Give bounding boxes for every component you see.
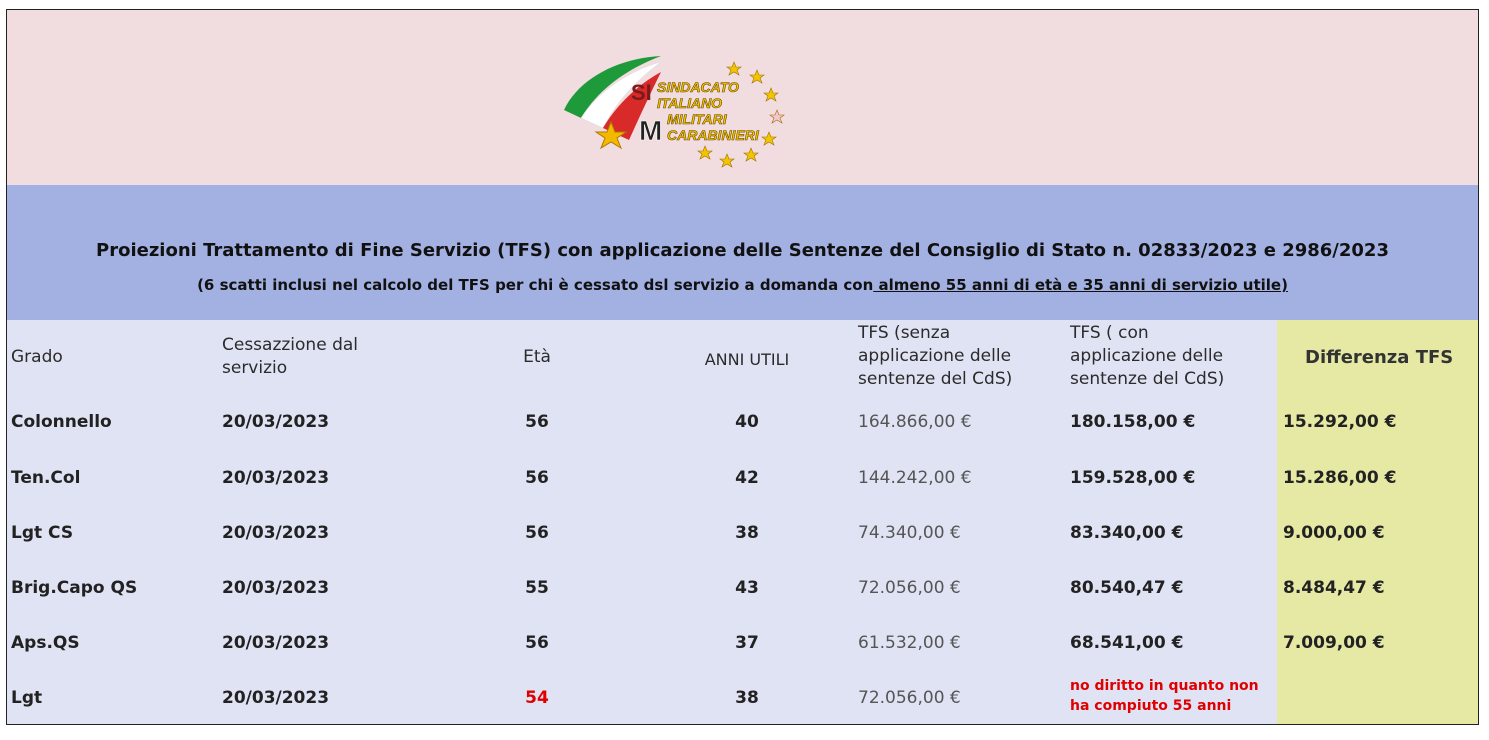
row-1-tfs-senza: 164.866,00 € <box>858 412 972 432</box>
row-4-anni: 43 <box>735 578 759 598</box>
document-frame <box>6 9 1479 725</box>
header-cessazione-line1: Cessazzione dal <box>222 335 358 355</box>
row-6-note-line1: no diritto in quanto non <box>1070 678 1259 694</box>
header-tfs-senza-line1: TFS (senza <box>858 323 951 343</box>
row-4-differenza: 8.484,47 € <box>1283 578 1385 598</box>
row-5-differenza: 7.009,00 € <box>1283 633 1385 653</box>
logo-monogram-m: M <box>639 115 663 146</box>
row-3-eta: 56 <box>525 523 549 543</box>
row-1-cessazione: 20/03/2023 <box>222 412 330 432</box>
row-3-tfs-senza: 74.340,00 € <box>858 523 961 543</box>
logo-text-1: SINDACATO <box>657 79 739 95</box>
row-2-eta: 56 <box>525 468 549 488</box>
header-anni-utili: ANNI UTILI <box>704 350 790 369</box>
header-cessazione <box>222 334 358 380</box>
row-3-cessazione: 20/03/2023 <box>222 523 330 543</box>
header-eta: Età <box>523 347 551 367</box>
row-5-eta: 56 <box>525 633 549 653</box>
header-tfs-con-line1: TFS ( con <box>1070 323 1149 343</box>
row-4-cessazione: 20/03/2023 <box>222 578 330 598</box>
header-tfs-con <box>1070 322 1224 391</box>
row-2-differenza: 15.286,00 € <box>1283 468 1397 488</box>
logo-text-2: ITALIANO <box>657 95 723 111</box>
row-4-eta: 55 <box>525 578 549 598</box>
row-5-cessazione: 20/03/2023 <box>222 633 330 653</box>
row-3-grado: Lgt CS <box>11 523 74 543</box>
row-2-tfs-con: 159.528,00 € <box>1070 468 1196 488</box>
row-5-tfs-con: 68.541,00 € <box>1070 633 1184 653</box>
header-tfs-senza-line2: applicazione delle <box>858 346 1012 366</box>
row-1-differenza: 15.292,00 € <box>1283 412 1397 432</box>
header-tfs-senza <box>858 322 1012 391</box>
row-3-anni: 38 <box>735 523 759 543</box>
header-differenza: Differenza TFS <box>1305 347 1454 368</box>
row-5-grado: Aps.QS <box>11 633 80 653</box>
header-tfs-con-line2: applicazione delle <box>1070 346 1224 366</box>
row-6-eta: 54 <box>525 688 549 708</box>
row-6-cessazione: 20/03/2023 <box>222 688 330 708</box>
row-1-anni: 40 <box>735 412 759 432</box>
page-subtitle <box>7 276 1478 294</box>
logo-monogram-si: SI <box>631 80 652 105</box>
logo-text-3: MILITARI <box>667 111 727 127</box>
row-2-anni: 42 <box>735 468 759 488</box>
row-2-grado: Ten.Col <box>11 468 81 488</box>
row-1-tfs-con: 180.158,00 € <box>1070 412 1196 432</box>
row-5-tfs-senza: 61.532,00 € <box>858 633 961 653</box>
row-2-tfs-senza: 144.242,00 € <box>858 468 972 488</box>
row-5-anni: 37 <box>735 633 759 653</box>
header-cessazione-line2: servizio <box>222 358 288 378</box>
row-6-tfs-con-note <box>1070 676 1259 716</box>
row-6-grado: Lgt <box>11 688 43 708</box>
row-6-tfs-senza: 72.056,00 € <box>858 688 961 708</box>
header-tfs-con-line3: sentenze del CdS) <box>1070 369 1225 389</box>
logo-text-4: CARABINIERI <box>667 127 759 143</box>
sindacato-logo <box>559 48 791 168</box>
row-6-anni: 38 <box>735 688 759 708</box>
subtitle-underlined-text: almeno 55 anni di età e 35 anni di servizio utile) <box>873 276 1288 294</box>
row-1-grado: Colonnello <box>11 412 112 432</box>
header-grado: Grado <box>11 347 63 367</box>
row-4-tfs-con: 80.540,47 € <box>1070 578 1184 598</box>
row-2-cessazione: 20/03/2023 <box>222 468 330 488</box>
row-4-tfs-senza: 72.056,00 € <box>858 578 961 598</box>
row-4-grado: Brig.Capo QS <box>11 578 138 598</box>
subtitle-text: (6 scatti inclusi nel calcolo del TFS per chi è cessato dsl servizio a domanda con <box>197 276 874 294</box>
row-6-note-line2: ha compiuto 55 anni <box>1070 698 1232 714</box>
row-3-differenza: 9.000,00 € <box>1283 523 1385 543</box>
row-1-eta: 56 <box>525 412 549 432</box>
page-title: Proiezioni Trattamento di Fine Servizio (TFS) con applicazione delle Sentenze del Consiglio di Stato n. 02833/2023 e 2986/2023 <box>96 240 1389 261</box>
header-tfs-senza-line3: sentenze del CdS) <box>858 369 1013 389</box>
row-3-tfs-con: 83.340,00 € <box>1070 523 1184 543</box>
